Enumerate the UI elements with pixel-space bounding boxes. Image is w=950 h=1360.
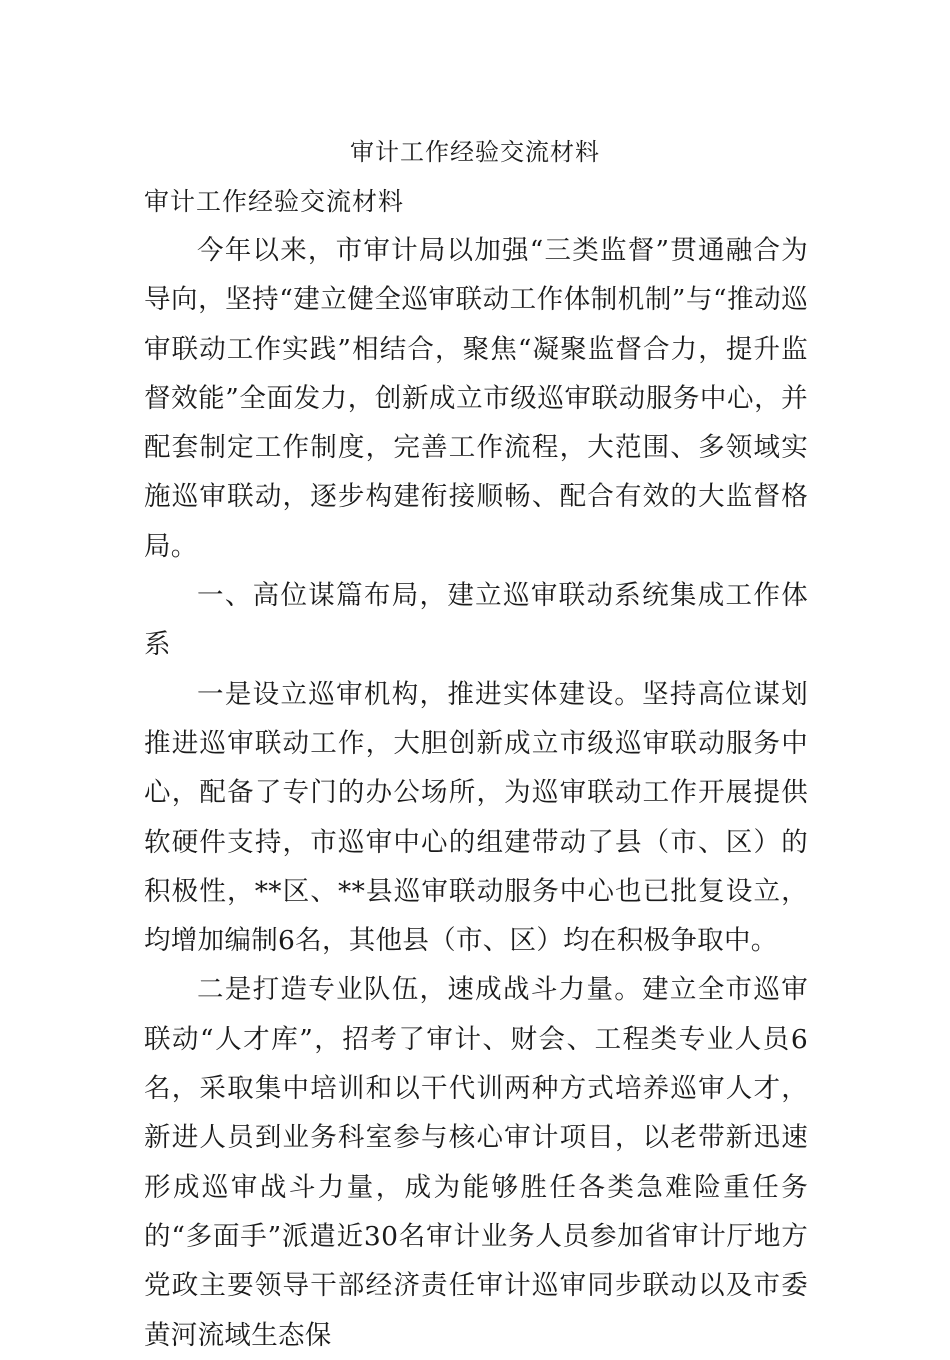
section-heading-1: 一、高位谋篇布局，建立巡审联动系统集成工作体系: [144, 580, 808, 661]
document-body: [144, 226, 808, 1360]
document-subtitle: 审计工作经验交流材料: [144, 187, 405, 216]
paragraph-intro: 今年以来，市审计局以加强“三类监督”贯通融合为导向，坚持“建立健全巡审联动工作体制机制”与“推动巡审联动工作实践”相结合，聚焦“凝聚监督合力，提升监督效能”全面发力，创新成立市级巡审联动服务中心，并配套制定工作制度，完善工作流程，大范围、多领域实施巡审联动，逐步构建衔接顺畅、配合有效的大监督格局。: [144, 235, 808, 562]
paragraph-point-1: 一是设立巡审机构，推进实体建设。坚持高位谋划推进巡审联动工作，大胆创新成立市级巡审联动服务中心，配备了专门的办公场所，为巡审联动工作开展提供软硬件支持，市巡审中心的组建带动了县（市、区）的积极性，**区、**县巡审联动服务中心也已批复设立，均增加编制6名，其他县（市、区）均在积极争取中。: [144, 678, 808, 957]
document-title: 审计工作经验交流材料: [350, 138, 600, 166]
paragraph-point-2: 二是打造专业队伍，速成战斗力量。建立全市巡审联动“人才库”，招考了审计、财会、工程类专业人员6名，采取集中培训和以干代训两种方式培养巡审人才，新进人员到业务科室参与核心审计项目，以老带新迅速形成巡审战斗力量，成为能够胜任各类急难险重任务的“多面手”派遣近30名审计业务人员参加省审计厅地方党政主要领导干部经济责任审计巡审同步联动以及市委黄河流域生态保: [144, 974, 808, 1351]
